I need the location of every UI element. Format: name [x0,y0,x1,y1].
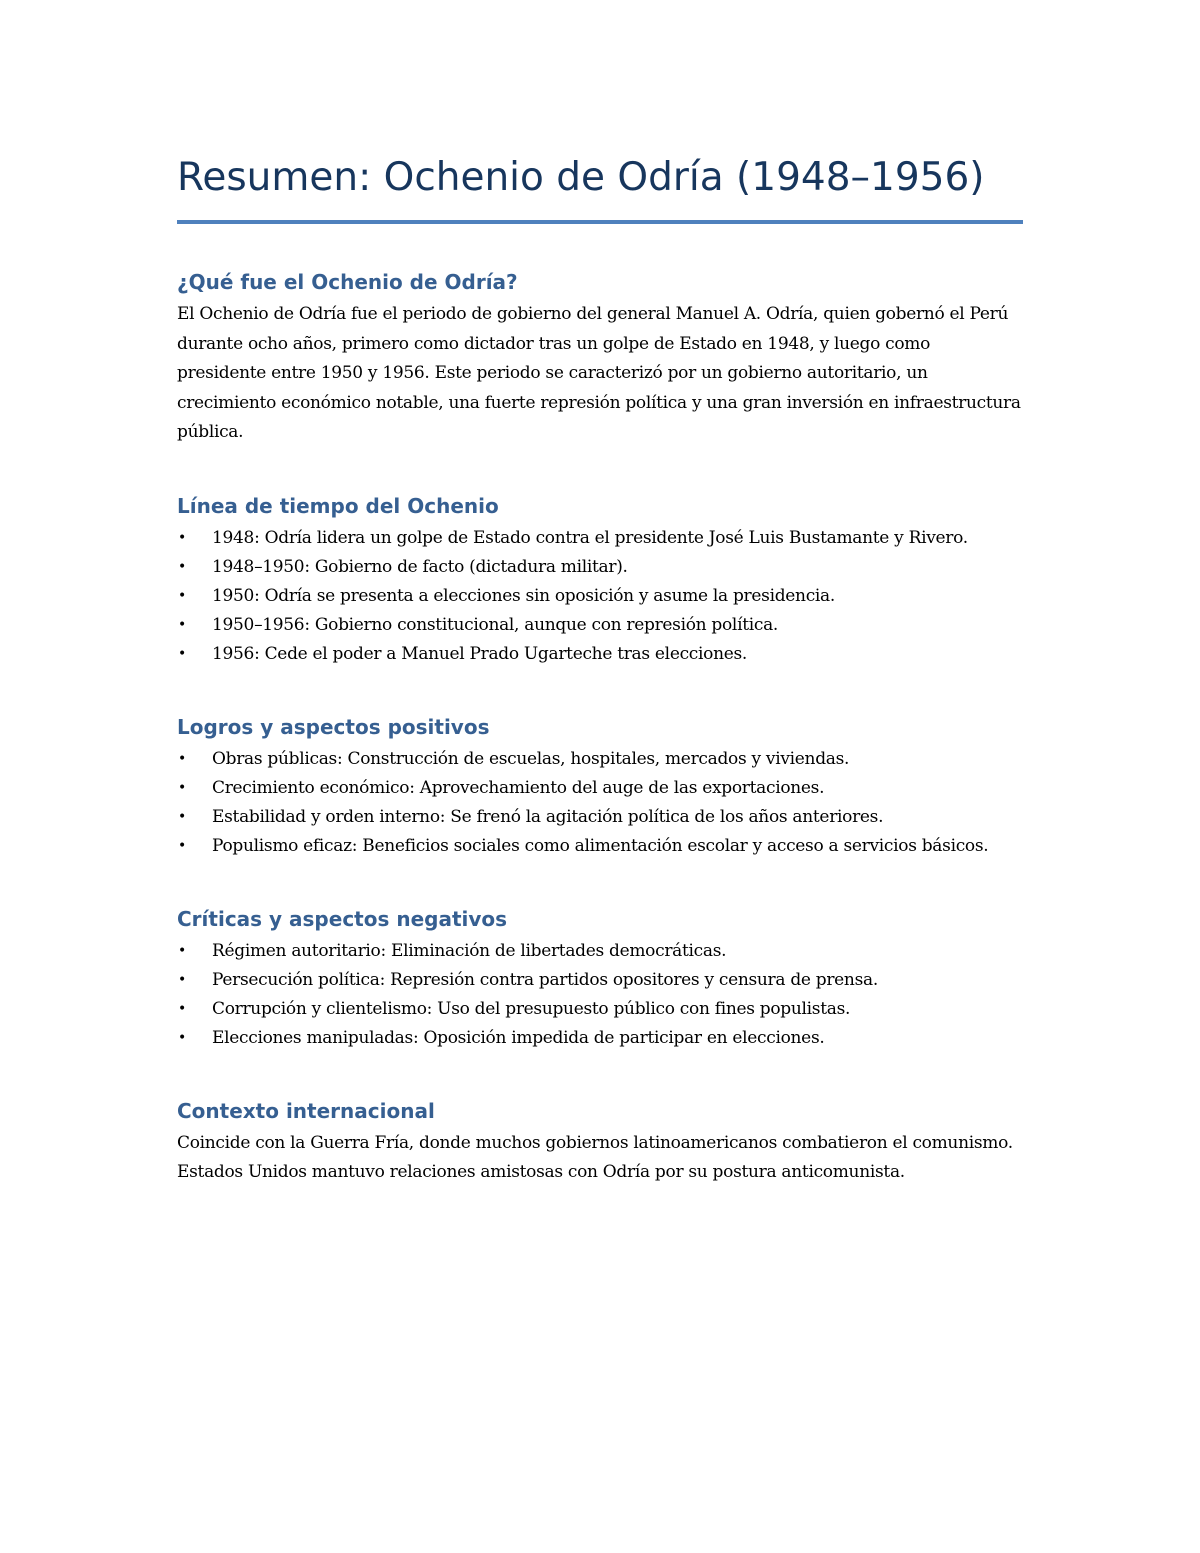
list-item-text: 1948–1950: Gobierno de facto (dictadura militar). [212,556,628,577]
list-item-text: Persecución política: Represión contra partidos opositores y censura de prensa. [212,969,878,990]
bullet-icon: • [178,808,186,825]
section-heading: Contexto internacional [177,1098,435,1123]
list-item-text: 1950–1956: Gobierno constitucional, aunque con represión política. [212,614,779,635]
list-item [177,832,1023,861]
document-page [177,150,1023,1188]
list-item-text: Corrupción y clientelismo: Uso del presupuesto público con fines populistas. [212,998,851,1019]
list-item-text: Obras públicas: Construcción de escuelas, hospitales, mercados y viviendas. [212,748,850,769]
bullet-list [177,524,1023,669]
bullet-icon: • [178,529,186,546]
section-heading: Línea de tiempo del Ochenio [177,493,499,518]
list-item-text: Estabilidad y orden interno: Se frenó la agitación política de los años anteriores. [212,806,884,827]
bullet-icon: • [178,779,186,796]
bullet-icon: • [178,942,186,959]
list-item-text: 1950: Odría se presenta a elecciones sin oposición y asume la presidencia. [212,585,835,606]
bullet-icon: • [178,587,186,604]
section-heading: ¿Qué fue el Ochenio de Odría? [177,270,518,294]
list-item [177,937,1023,966]
section-heading: Críticas y aspectos negativos [177,906,508,931]
section-logros [177,713,1023,861]
list-item-text: Crecimiento económico: Aprovechamiento del auge de las exportaciones. [212,777,825,798]
list-item-text: 1956: Cede el poder a Manuel Prado Ugarteche tras elecciones. [212,643,748,664]
list-item-text: Régimen autoritario: Eliminación de libertades democráticas. [212,940,727,961]
section-heading: Logros y aspectos positivos [177,714,490,739]
list-item-text: Populismo eficaz: Beneficios sociales como alimentación escolar y acceso a servicios básicos. [212,835,989,856]
section-criticas [177,905,1023,1053]
section-contexto-internacional [177,1097,1023,1188]
list-item [177,1024,1023,1053]
list-item [177,995,1023,1024]
list-item [177,803,1023,832]
section-paragraph: Coincide con la Guerra Fría, donde muchos gobiernos latinoamericanos combatieron el comunismo. Estados Unidos mantuvo relaciones amistosas con Odría por su postura anticomunista. [177,1132,1013,1182]
list-item [177,640,1023,669]
bullet-icon: • [178,971,186,988]
bullet-list [177,745,1023,861]
list-item-text: Elecciones manipuladas: Oposición impedida de participar en elecciones. [212,1027,825,1048]
list-item [177,524,1023,553]
list-item [177,745,1023,774]
list-item [177,611,1023,640]
bullet-icon: • [178,616,186,633]
bullet-icon: • [178,837,186,854]
list-item [177,582,1023,611]
page-title: Resumen: Ochenio de Odría (1948–1956) [177,150,1023,224]
bullet-list [177,937,1023,1053]
section-que-fue [177,268,1023,448]
list-item [177,966,1023,995]
section-paragraph: El Ochenio de Odría fue el periodo de gobierno del general Manuel A. Odría, quien gobernó el Perú durante ocho años, primero como dictador tras un golpe de Estado en 1948, y luego como presidente entre 1950 y 1956. Este periodo se caracterizó por un gobierno autoritario, un crecimiento económico notable, una fuerte represión política y una gran inversión en infraestructura pública. [177,304,1021,442]
bullet-icon: • [178,1029,186,1046]
bullet-icon: • [178,558,186,575]
bullet-icon: • [178,645,186,662]
bullet-icon: • [178,1000,186,1017]
section-linea-de-tiempo [177,492,1023,669]
list-item-text: 1948: Odría lidera un golpe de Estado contra el presidente José Luis Bustamante y Rivero. [212,527,968,548]
list-item [177,774,1023,803]
bullet-icon: • [178,750,186,767]
list-item [177,553,1023,582]
